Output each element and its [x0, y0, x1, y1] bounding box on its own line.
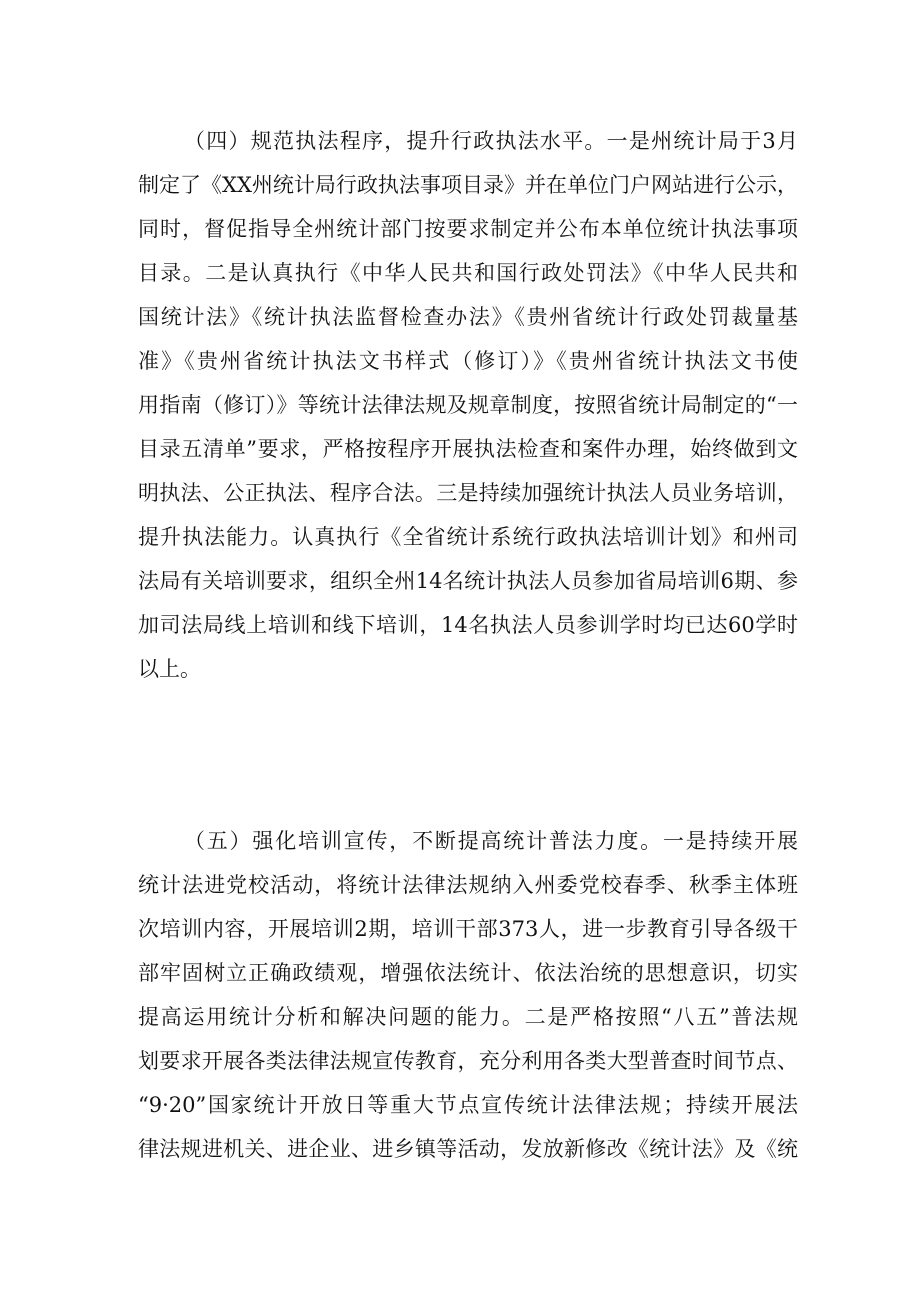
text-line: 律法规进机关、进企业、进乡镇等活动，发放新修改《统计法》及《统 — [138, 1137, 798, 1161]
text-line: 划要求开展各类法律法规宣传教育，充分利用各类大型普查时间节点、 — [138, 1049, 798, 1073]
text-line: 同时，督促指导全州统计部门按要求制定并公布本单位统计执法事项 — [138, 217, 798, 241]
text-line: 准》《贵州省统计执法文书样式（修订）》《贵州省统计执法文书使 — [138, 349, 798, 373]
paragraph-section-4 — [138, 119, 798, 691]
text-line: 提高运用统计分析和解决问题的能力。二是严格按照“八五”普法规 — [138, 1005, 798, 1029]
text-line: 目录五清单”要求，严格按程序开展执法检查和案件办理，始终做到文 — [138, 437, 798, 461]
text-line: 法局有关培训要求，组织全州14名统计执法人员参加省局培训6期、参 — [138, 569, 798, 593]
text-line: 国统计法》《统计执法监督检查办法》《贵州省统计行政处罚裁量基 — [138, 305, 798, 329]
text-line: 制定了《XX州统计局行政执法事项目录》并在单位门户网站进行公示， — [138, 173, 798, 197]
text-line: （五）强化培训宣传，不断提高统计普法力度。一是持续开展 — [184, 829, 798, 853]
text-line: 提升执法能力。认真执行《全省统计系统行政执法培训计划》和州司 — [138, 525, 798, 549]
text-line: 目录。二是认真执行《中华人民共和国行政处罚法》《中华人民共和 — [138, 261, 798, 285]
text-line: 统计法进党校活动，将统计法律法规纳入州委党校春季、秋季主体班 — [138, 873, 798, 897]
text-line: 明执法、公正执法、程序合法。三是持续加强统计执法人员业务培训， — [138, 481, 798, 505]
text-line: 部牢固树立正确政绩观，增强依法统计、依法治统的思想意识，切实 — [138, 961, 798, 985]
text-line: 次培训内容，开展培训2期，培训干部373人，进一步教育引导各级干 — [138, 917, 798, 941]
text-line: “9·20”国家统计开放日等重大节点宣传统计法律法规；持续开展法 — [138, 1093, 798, 1117]
paragraph-section-5 — [138, 819, 798, 1171]
text-line: （四）规范执法程序，提升行政执法水平。一是州统计局于3月 — [184, 129, 798, 153]
text-line: 以上。 — [138, 657, 201, 681]
text-line: 加司法局线上培训和线下培训，14名执法人员参训学时均已达60学时 — [138, 613, 798, 637]
text-line: 用指南（修订）》等统计法律法规及规章制度，按照省统计局制定的“一 — [138, 393, 798, 417]
